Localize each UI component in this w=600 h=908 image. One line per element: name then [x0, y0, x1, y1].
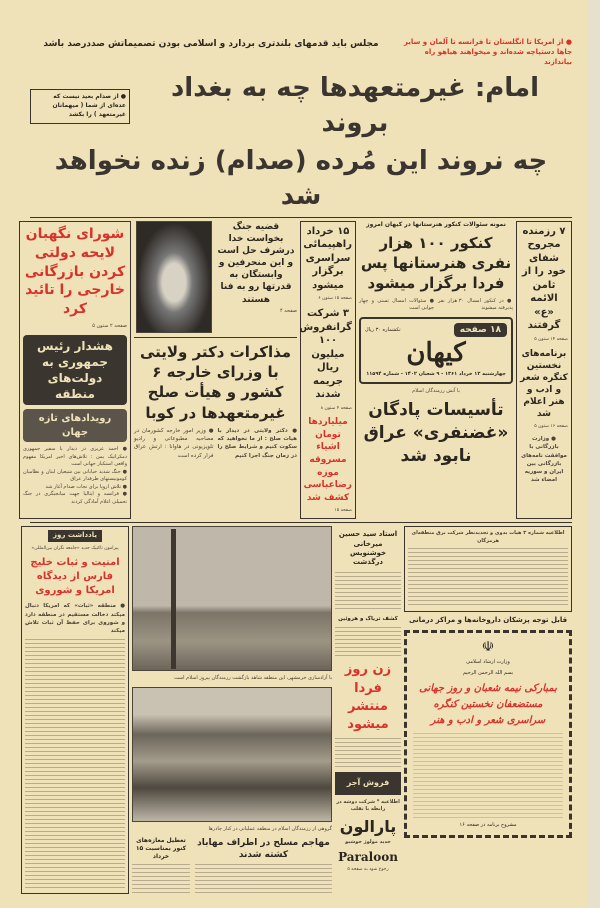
badgan-headline: تأسیسات پادگان «غضنفری» عراق نابود شد: [363, 400, 509, 466]
top-kicker-row: [30, 38, 572, 67]
imam-ref: صفحه ۴: [280, 307, 297, 314]
photo-caption-1: با آزادسازی خرمشهر، این منطقه شاهد بازگشت رزمندگان پیروز اسلام است: [174, 675, 332, 682]
velayati-subs: [134, 427, 297, 460]
imam-quote: قضیه جنگ بخواست خدا درشرف حل است و این منحرفین و وابستگان به قدرتها رو به فنا هستند: [217, 221, 295, 305]
khordad-headline: ۱۵ خرداد راهپیمائی سراسری برگزار میشود: [303, 225, 352, 291]
iran-emblem-icon: ☫: [481, 638, 495, 655]
poetry-ref: صفحه ۱۶ ستون ۵: [534, 424, 568, 430]
page-count-badge: ۱۸ صفحه: [454, 323, 507, 337]
tatil-block: [132, 837, 190, 894]
ajor-ad: فروش آجر: [335, 772, 401, 795]
gold-ref: صفحه ۴ ستون ۸: [320, 405, 352, 411]
imam-block: [134, 221, 297, 333]
mid-column: [300, 221, 356, 519]
notice-box: [404, 526, 572, 612]
ministry-ad: [404, 630, 572, 839]
event-item: ● احمد عزیزی در دیدار با سفیر جمهوری دمکراتیک یمن : تلاش‌های اخیر امریکا مفهوم واقعی استکبار جهانی است: [23, 446, 127, 468]
editorial-label: یادداشت روز: [48, 530, 102, 541]
shura-headline: شورای نگهبان لایحه دولتی کردن بازرگانی خارجی را تائید کرد: [24, 225, 126, 318]
headline-2: چه نروند این مُرده (صدام) زنده نخواهد شد: [54, 145, 548, 211]
battlefield-photo: [132, 526, 332, 671]
notice-body: [408, 548, 568, 608]
mirkhani-body: [335, 572, 401, 612]
mirkhani-headline: استاد سید حسین میرخانی خوشنویس درگذشت: [338, 530, 398, 567]
editorial-column: [21, 526, 129, 894]
upper-section: [23, 220, 572, 519]
ad-headline: بمبارکی نیمه شعبان و روز جهانی مستضعفان نخستین کنگره سراسری شعر و ادب و هنر: [419, 683, 557, 727]
side-note: ● از صدام بعید نیست که عده‌ای از شما ( میهمانان غیرمتعهد ) را بکشد: [30, 89, 130, 123]
lower-right-column: [404, 526, 572, 894]
notice-title: اطلاعیه شماره ۳ هیات بدوی و تجدیدنظر شرکت برق منطقه‌ای هرمزگان: [411, 530, 565, 544]
troops-tents-photo: [132, 687, 332, 822]
masthead: [359, 317, 513, 384]
ad-ministry: وزارت ارشاد اسلامی: [466, 659, 510, 666]
event-item: ● فرانسه و ایتالیا جهت میانجیگری در جنگ تحمیلی اعلام آمادگی کردند: [23, 491, 127, 505]
ad-bismillah: بسم الله الرحمن الرحیم: [462, 670, 514, 677]
editorial-kicker: پیرامون تاکتیک جدید «جامعه نگران بین‌المللی»: [31, 545, 119, 551]
paraloon-logo-fa: پارالون: [339, 816, 397, 836]
photo-caption-2: گروهی از رزمندگان اسلام در منطقه عملیاتی در کنار چادرها: [208, 825, 332, 832]
masthead-logo: کیهان: [406, 337, 466, 368]
wounded-headline: ۷ رزمنده مجروح شفای خود را از ثامن الائمه «ع» گرفتند: [522, 225, 566, 332]
konkur-kicker: نمونه سئوالات کنکور هنرستانها در کیهان امروز: [366, 220, 506, 228]
front-center-column: [359, 221, 513, 519]
editorial-lead: ● منطقه «ثبات» که امریکا دنبال میکند دخالت مستقیم در منطقه دارد و شوروی برای حفظ آن ثبات تلاش میکند: [25, 603, 125, 635]
headline-row: [30, 71, 572, 141]
right-column: [516, 221, 572, 519]
konkur-sub-1: ● در کنکور امسال ۳۰ هزار نفر پذیرفته میشوند: [438, 297, 513, 312]
editorial-headline: امنیت و ثبات خلیج فارس از دیدگاه امریکا و شوروی: [30, 557, 120, 597]
bottom-briefs: [132, 837, 332, 894]
paraloon-note: اطلاعیه * شرکت دوشه در رابطه با تقلب: [336, 798, 400, 813]
headline-1: امام: غیرمتعهدها چه به بغداد بروند: [170, 73, 540, 139]
poetry-headline: برنامه‌های نخستین کنگره شعر و ادب و هنر اعلام شد: [520, 348, 568, 420]
events-list: [23, 446, 127, 506]
classified-text: [335, 738, 401, 768]
masthead-price: تکشماره ۳۰ ریال: [365, 326, 401, 333]
paraloon-ref: رجوع شود به صفحه ۵: [347, 867, 389, 873]
ad-footer: مشروح برنامه در صفحه ۱۶: [459, 822, 517, 829]
kashf-body: [335, 627, 401, 657]
imam-velayati-column: [134, 221, 297, 519]
konkur-headline: کنکور ۱۰۰ هزار نفری هنرستانها پس فردا برگزار میشود: [360, 233, 512, 293]
left-column: [19, 221, 131, 519]
red-kicker: ● از امریکا تا انگلستان تا فرانسه تا آلمان و سایر جاها دستپاچه شده‌اند و میخواهند هیاهو راه بیاندازند: [403, 38, 572, 66]
photo-column: [132, 526, 332, 894]
masthead-date: چهارشنبه ۱۲ خرداد ۱۳۶۱ - ۹ شعبان ۱۴۰۲ - شماره ۱۱۵۹۴: [366, 370, 506, 377]
ad-body: [413, 733, 563, 818]
velayati-sub-1: ● دکتر ولایتی در دیدار با هیات صلح : از ما نخواهید که سکوت کنیم و شرایط صلح را در زمان جنگ اجرا کنیم: [217, 427, 297, 459]
doctors-headline: قابل توجه پزشکان داروخانه‌ها و مراکز درمانی: [408, 616, 568, 625]
pole: [171, 529, 176, 669]
hoshdar-headline: هشدار رئیس جمهوری به دولت‌های منطقه: [23, 335, 127, 406]
lower-middle-column: [335, 526, 401, 894]
muhajer-body: [195, 864, 332, 894]
imam-portrait-photo: [136, 221, 212, 333]
khordad-ref: صفحه ۱۵ ستون ۶: [318, 296, 352, 302]
paraloon-sub: جدید مولوژ خوشبو: [345, 839, 391, 846]
event-item: ● تلاش اروپا برای نجات صدام آغاز شد: [45, 483, 127, 490]
konkur-sub-2: ● سئوالات امسال تستی و چهار جوابی است: [359, 297, 434, 312]
lower-section: [25, 526, 572, 894]
wounded-ref: صفحه ۱۴ ستون ۵: [534, 336, 568, 342]
paraloon-ad: [335, 799, 401, 874]
konkur-subs: [359, 298, 513, 313]
top-kicker: مجلس باید قدمهای بلندتری بردارد و اسلامی بودن تصمیماتش صددرصد باشد: [43, 39, 379, 49]
paraloon-logo-en: Paraloon: [338, 849, 398, 864]
imam-quote-block: [215, 221, 297, 333]
muhajer-block: [195, 837, 332, 894]
trade-item: ● وزارت بازرگانی با موافقت نامه‌های بازرگانی بین ایران و سوریه امضاء شد: [521, 436, 567, 484]
gold-headline: ۳ شرکت گرانفروش ۱۰۰ میلیون ریال جریمه شدند: [299, 308, 352, 401]
museum-ref: صفحه ۱۵: [334, 508, 352, 514]
tatil-body: [132, 864, 190, 894]
event-item: ● جنگ شدید خیابانی بین شیعیان لبنان و نظامیان کومونیستهای طرفدار عراق: [23, 468, 127, 483]
velayati-sub-2: ● وزیر امور خارجه کشورمان در مصاحبه مطبوعاتی و رادیو تلویزیونی در هاوانا : ارتش عراق فرار کرده است: [134, 427, 214, 459]
masthead-top: [365, 323, 507, 337]
kashf-headline: کشف تریاک و هروئین: [338, 615, 398, 622]
shura-ref: صفحه ۲ ستون ۵: [92, 323, 127, 330]
editorial-body-text: [25, 639, 125, 890]
velayati-headline: مذاکرات دکتر ولایتی با وزرای خارجه ۶ کشور و هیأت صلح غیرمتعهدها در کوبا: [139, 342, 292, 422]
events-title: رویدادهای تازه جهان: [23, 409, 127, 442]
muhajer-headline: مهاجم مسلح در اطراف مهاباد کشته شدند: [197, 838, 330, 861]
badgan-kicker: با آتش رزمندگان اسلام: [412, 387, 460, 394]
tatil-headline: تعطیل مغازه‌های کنور بمناسبت ۱۵ خرداد: [135, 837, 187, 861]
museum-headline: میلیاردها تومان اشیاء مسروقه موزه رضاعباسی کشف شد: [303, 417, 352, 503]
zan-e-rooz-headline: زن روز فردا منتشر میشود: [344, 662, 392, 732]
